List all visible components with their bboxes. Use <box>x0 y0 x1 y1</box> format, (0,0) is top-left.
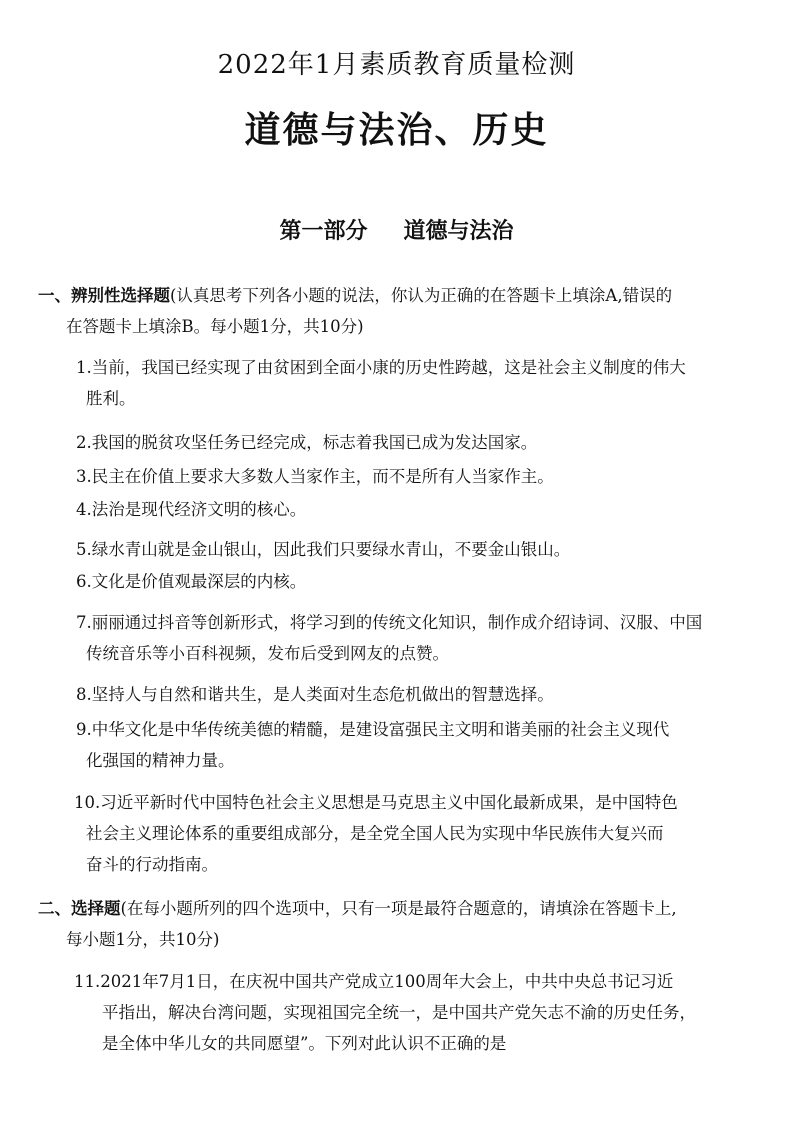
question-number: 6. <box>76 572 92 591</box>
question-text: 传统音乐等小百科视频，发布后受到网友的点赞。 <box>86 644 449 663</box>
question-text: 中华文化是中华传统美德的精髓，是建设富强民主文明和谐美丽的社会主义现代 <box>91 720 670 739</box>
section-2-number: 二、 <box>38 899 71 918</box>
part-label: 第一部分 <box>279 219 368 244</box>
question-number: 4. <box>76 500 92 519</box>
question-8 <box>76 679 752 710</box>
question-number: 7. <box>76 613 92 632</box>
question-text: 奋斗的行动指南。 <box>86 855 218 874</box>
section-1-title: 辨别性选择题 <box>71 286 170 305</box>
question-text: 文化是价值观最深层的内核。 <box>91 572 307 591</box>
section-2-heading <box>38 893 758 955</box>
exam-title: 2022年1月素质教育质量检测 <box>217 50 576 80</box>
section-2-title: 选择题 <box>71 899 121 918</box>
subject-title: 道德与法治、历史 <box>244 110 549 151</box>
section-1-instruction-2: 在答题卡上填涂B。每小题1分，共10分) <box>66 317 364 336</box>
question-11 <box>74 966 754 1059</box>
question-text: 是全体中华儿女的共同愿望”。下列对此认识不正确的是 <box>102 1034 507 1053</box>
question-number: 1. <box>76 358 92 377</box>
section-1-number: 一、 <box>38 286 71 305</box>
question-text: 绿水青山就是金山银山，因此我们只要绿水青山，不要金山银山。 <box>91 540 571 559</box>
question-text: 胜利。 <box>86 389 136 408</box>
question-4 <box>76 494 752 525</box>
section-2-instruction-2: 每小题1分，共10分) <box>66 930 220 949</box>
question-3 <box>76 461 752 492</box>
question-text: 社会主义理论体系的重要组成部分，是全党全国人民为实现中华民族伟大复兴而 <box>86 824 664 843</box>
question-text: 坚持人与自然和谐共生，是人类面对生态危机做出的智慧选择。 <box>91 685 554 704</box>
question-5 <box>76 534 752 565</box>
part-name: 道德与法治 <box>403 219 514 244</box>
section-2-instruction-1: (在每小题所列的四个选项中，只有一项是最符合题意的，请填涂在答题卡上, <box>120 899 677 918</box>
question-1 <box>76 352 752 414</box>
question-number: 10. <box>74 793 101 812</box>
question-9 <box>76 714 752 776</box>
question-6 <box>76 566 752 597</box>
section-1-heading <box>38 280 758 342</box>
question-text: 民主在价值上要求大多数人当家作主，而不是所有人当家作主。 <box>91 467 554 486</box>
question-text: 法治是现代经济文明的核心。 <box>91 500 307 519</box>
section-1-instruction-1: (认真思考下列各小题的说法，你认为正确的在答题卡上填涂A,错误的 <box>170 286 673 305</box>
question-number: 9. <box>76 720 92 739</box>
question-text: 平指出，解决台湾问题，实现祖国完全统一，是中国共产党矢志不渝的历史任务， <box>102 1003 696 1022</box>
question-text: 丽丽通过抖音等创新形式，将学习到的传统文化知识，制作成介绍诗词、汉服、中国 <box>91 613 703 632</box>
question-number: 5. <box>76 540 92 559</box>
part-heading <box>0 214 793 245</box>
question-text: 我国的脱贫攻坚任务已经完成，标志着我国已成为发达国家。 <box>91 433 538 452</box>
question-text: 习近平新时代中国特色社会主义思想是马克思主义中国化最新成果，是中国特色 <box>100 793 678 812</box>
question-10 <box>74 787 754 880</box>
question-2 <box>76 427 752 458</box>
question-number: 2. <box>76 433 92 452</box>
question-7 <box>76 607 752 669</box>
question-number: 8. <box>76 685 92 704</box>
question-number: 11. <box>74 972 101 991</box>
question-text: 化强国的精神力量。 <box>86 751 235 770</box>
question-text: 2021年7月1日，在庆祝中国共产党成立100周年大会上，中共中央总书记习近 <box>100 972 674 991</box>
question-number: 3. <box>76 467 92 486</box>
question-text: 当前，我国已经实现了由贫困到全面小康的历史性跨越，这是社会主义制度的伟大 <box>91 358 686 377</box>
